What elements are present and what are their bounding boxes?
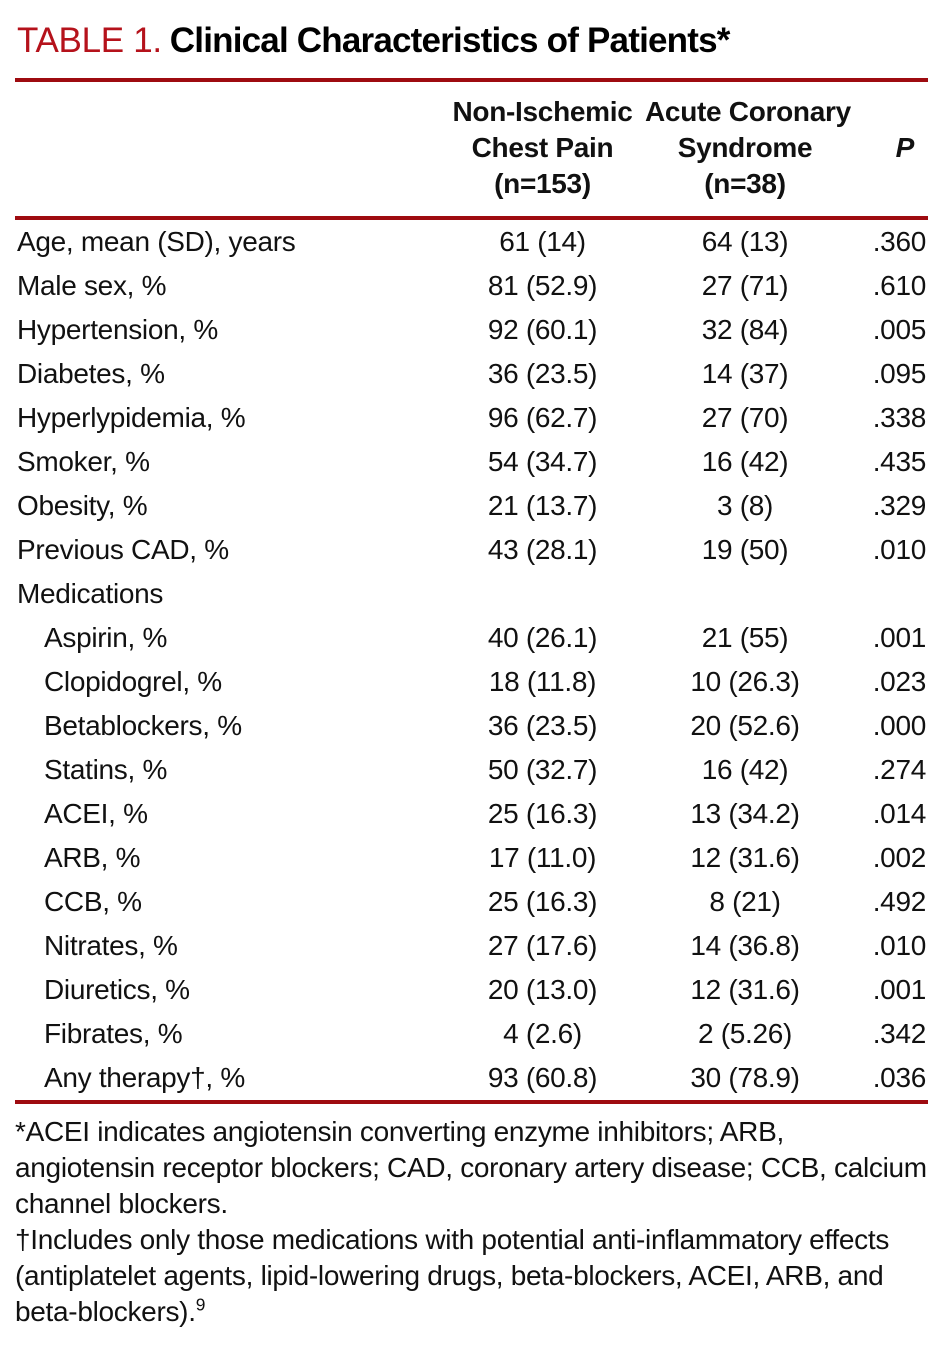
row-label: Hypertension, % <box>17 314 218 345</box>
row-label: Clopidogrel, % <box>44 666 222 697</box>
table-title: Clinical Characteristics of Patients* <box>169 21 730 60</box>
table-row <box>15 924 928 968</box>
header-line: (n=153) <box>494 168 591 199</box>
table-row <box>15 1012 928 1056</box>
p-value: .000 <box>872 710 926 741</box>
row-label: Diabetes, % <box>17 358 165 389</box>
row-label: Age, mean (SD), years <box>17 226 296 257</box>
p-value: .014 <box>872 798 926 829</box>
row-label: Aspirin, % <box>44 622 168 653</box>
nicp-value: 54 (34.7) <box>487 446 598 477</box>
table-caption <box>17 20 928 62</box>
row-label: Smoker, % <box>17 446 150 477</box>
acs-value: 64 (13) <box>701 226 789 257</box>
row-label: Fibrates, % <box>44 1018 183 1049</box>
row-label: CCB, % <box>44 886 142 917</box>
acs-value: 12 (31.6) <box>690 974 800 1005</box>
nicp-value: 36 (23.5) <box>487 710 598 741</box>
table-row <box>15 836 928 880</box>
p-value: .010 <box>872 930 926 961</box>
table-row <box>15 572 928 616</box>
p-value: .001 <box>872 974 926 1005</box>
p-value <box>845 572 928 616</box>
row-label: Nitrates, % <box>44 930 178 961</box>
acs-value: 16 (42) <box>701 754 789 785</box>
table-row <box>15 440 928 484</box>
row-label: Diuretics, % <box>44 974 190 1005</box>
header-line: (n=38) <box>704 168 786 199</box>
acs-value: 20 (52.6) <box>690 710 800 741</box>
table-row <box>15 352 928 396</box>
p-value: .036 <box>872 1062 926 1093</box>
acs-value: 8 (21) <box>709 886 781 917</box>
table-row <box>15 748 928 792</box>
column-header-acute-coronary <box>645 94 851 202</box>
p-value: .010 <box>872 534 926 565</box>
nicp-value: 25 (16.3) <box>487 886 598 917</box>
p-value: .610 <box>872 270 926 301</box>
acs-value: 14 (36.8) <box>690 930 800 961</box>
row-label: Hyperlypidemia, % <box>17 402 246 433</box>
table-row <box>15 660 928 704</box>
row-label: Obesity, % <box>17 490 148 521</box>
nicp-value: 4 (2.6) <box>503 1018 582 1049</box>
nicp-value: 50 (32.7) <box>487 754 598 785</box>
p-value: .023 <box>872 666 926 697</box>
row-label: Statins, % <box>44 754 168 785</box>
acs-value <box>645 572 845 616</box>
footnote-reference-superscript: 9 <box>195 1294 206 1315</box>
nicp-value: 93 (60.8) <box>487 1062 598 1093</box>
table-row <box>15 1056 928 1100</box>
table-body <box>15 220 928 1100</box>
table-row <box>15 528 928 572</box>
p-header-label: P <box>895 132 914 163</box>
p-value: .095 <box>872 358 926 389</box>
acs-value: 13 (34.2) <box>690 798 800 829</box>
row-label: Medications <box>17 578 164 609</box>
p-value: .338 <box>872 402 926 433</box>
p-value: .001 <box>872 622 926 653</box>
acs-value: 27 (71) <box>701 270 789 301</box>
table-row <box>15 616 928 660</box>
table-row <box>15 880 928 924</box>
nicp-value: 21 (13.7) <box>487 490 598 521</box>
row-label: ARB, % <box>44 842 141 873</box>
table-row <box>15 308 928 352</box>
nicp-value: 61 (14) <box>499 226 586 257</box>
nicp-value: 27 (17.6) <box>487 930 598 961</box>
footnote-dagger <box>15 1222 928 1330</box>
acs-value: 21 (55) <box>701 622 789 653</box>
nicp-value: 40 (26.1) <box>487 622 598 653</box>
table-header <box>15 82 928 216</box>
p-value: .274 <box>872 754 926 785</box>
p-value: .492 <box>872 886 926 917</box>
acs-value: 10 (26.3) <box>690 666 800 697</box>
table-row <box>15 264 928 308</box>
column-header-non-ischemic <box>440 94 645 202</box>
p-value: .329 <box>872 490 926 521</box>
header-line: Non-Ischemic <box>452 96 633 127</box>
acs-value: 3 (8) <box>716 490 774 521</box>
p-value: .360 <box>872 226 926 257</box>
acs-value: 2 (5.26) <box>697 1018 793 1049</box>
nicp-value: 25 (16.3) <box>487 798 598 829</box>
nicp-value: 17 (11.0) <box>488 842 597 873</box>
acs-value: 32 (84) <box>701 314 789 345</box>
nicp-value: 92 (60.1) <box>487 314 598 345</box>
table-row <box>15 484 928 528</box>
row-label: ACEI, % <box>44 798 148 829</box>
p-value: .342 <box>872 1018 926 1049</box>
header-line: Acute Coronary <box>645 96 851 127</box>
acs-value: 14 (37) <box>701 358 789 389</box>
header-spacer <box>15 94 440 202</box>
row-label: Betablockers, % <box>44 710 242 741</box>
table-row <box>15 396 928 440</box>
acs-value: 30 (78.9) <box>690 1062 800 1093</box>
nicp-value: 81 (52.9) <box>487 270 598 301</box>
row-label: Any therapy†, % <box>44 1062 245 1093</box>
footnotes <box>15 1104 928 1330</box>
table-row <box>15 220 928 264</box>
p-value: .005 <box>872 314 926 345</box>
footnote-text: *ACEI indicates angiotensin converting enzyme inhibitors; ARB, angiotensin receptor blockers; CAD, coronary artery disease; CCB, calcium channel blockers. <box>15 1116 927 1219</box>
nicp-value: 36 (23.5) <box>487 358 598 389</box>
nicp-value: 96 (62.7) <box>487 402 598 433</box>
nicp-value: 18 (11.8) <box>488 666 597 697</box>
column-header-p <box>845 94 928 202</box>
nicp-value <box>440 572 645 616</box>
p-value: .002 <box>872 842 926 873</box>
header-line: Chest Pain <box>471 132 614 163</box>
table-row <box>15 968 928 1012</box>
nicp-value: 43 (28.1) <box>487 534 598 565</box>
footnote-abbreviations <box>15 1114 928 1222</box>
row-label: Previous CAD, % <box>17 534 229 565</box>
row-label: Male sex, % <box>17 270 167 301</box>
acs-value: 12 (31.6) <box>690 842 800 873</box>
footnote-text: †Includes only those medications with potential anti-inflammatory effects (antiplatelet agents, lipid-lowering drugs, beta-blockers, ACEI, ARB, and beta-blockers). <box>15 1224 890 1327</box>
table-row <box>15 792 928 836</box>
nicp-value: 20 (13.0) <box>487 974 598 1005</box>
header-line: Syndrome <box>677 132 813 163</box>
acs-value: 27 (70) <box>701 402 789 433</box>
acs-value: 19 (50) <box>701 534 789 565</box>
p-value: .435 <box>872 446 926 477</box>
acs-value: 16 (42) <box>701 446 789 477</box>
table-row <box>15 704 928 748</box>
table-number: TABLE 1. <box>17 21 162 60</box>
